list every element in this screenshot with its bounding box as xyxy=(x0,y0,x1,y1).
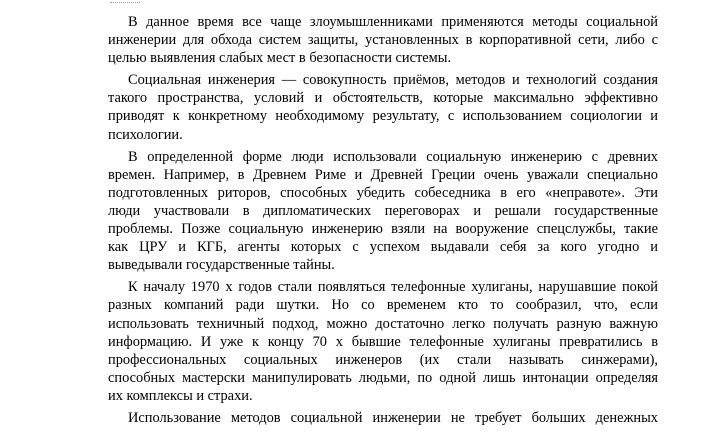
text-line: выведывали государственные тайны. xyxy=(108,257,335,274)
text-line: психологии. xyxy=(108,126,183,143)
paragraph xyxy=(108,409,658,427)
paragraph xyxy=(108,278,658,405)
text-line: информацию. И уже к концу 70 х бывшие телефонные хулиганы превратились в xyxy=(108,333,658,350)
text-line: проблемы. Позже социальную инженерию взяли на вооружение спецслужбы, такие xyxy=(108,221,658,238)
text-line: приводят к конкретному необходимому результату, с использованием социологии и xyxy=(108,108,658,125)
text-line: как ЦРУ и КГБ, агенты которых с успехом выдавали себя за кого угодно и xyxy=(108,239,658,256)
header-rule xyxy=(110,0,140,3)
text-line: В определенной форме люди использовали социальную инженерию с древних xyxy=(128,148,658,165)
text-line: способных мастерски манипулировать людьми, по одной лишь интонации определяя xyxy=(108,369,658,386)
document-body xyxy=(108,13,658,431)
text-line: подготовленных риторов, способных убедить собеседника в его «неправоте». Эти xyxy=(108,184,658,201)
text-line: целью выявления слабых мест в безопасности системы. xyxy=(108,50,452,67)
text-line: разных компаний ради шутки. Но со временем кто то сообразил, что, если xyxy=(108,297,658,314)
text-line: люди участвовали в дипломатических переговорах и решали государственные xyxy=(108,202,658,219)
text-line: использовать техничный подход, можно достаточно легко получать разную важную xyxy=(108,315,658,332)
paragraph xyxy=(108,13,658,67)
text-line: Использование методов социальной инженерии не требует больших денежных xyxy=(128,409,658,426)
text-line: такого пространства, условий и обстоятельств, которые максимально эффективно xyxy=(108,90,658,107)
text-line: Социальная инженерия — совокупность приёмов, методов и технологий создания xyxy=(128,72,658,89)
text-line: В данное время все чаще злоумышленниками применяются методы социальной xyxy=(128,14,658,30)
text-line: инженерии для обхода систем защиты, установленных в корпоративной сети, либо с xyxy=(108,32,658,49)
text-line: профессиональных социальных инженеров (их стали называть синжерами), xyxy=(108,351,658,368)
text-line: времен. Например, в Древнем Риме и Древней Греции очень уважали специально xyxy=(108,166,658,183)
text-line: их комплексы и страхи. xyxy=(108,387,253,404)
paragraph xyxy=(108,71,658,143)
paragraph xyxy=(108,148,658,275)
text-line: К началу 1970 х годов стали появляться телефонные хулиганы, нарушавшие покой xyxy=(128,279,658,296)
